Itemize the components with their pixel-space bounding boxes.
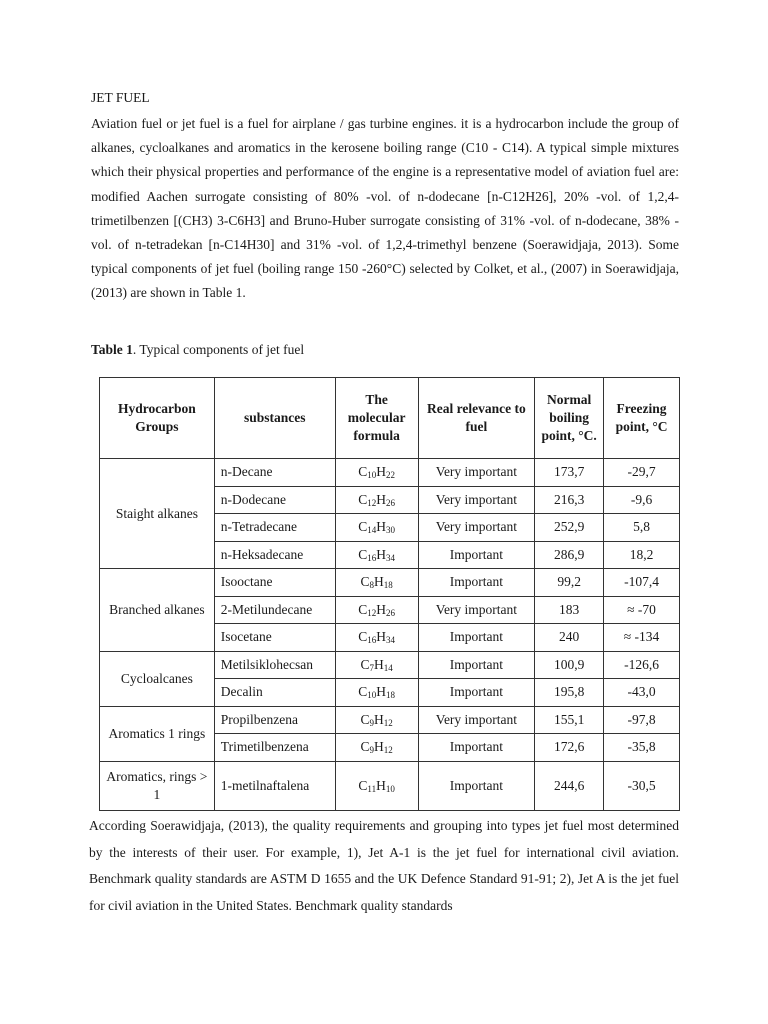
formula-cell	[335, 486, 418, 514]
formula-c: C	[360, 711, 370, 727]
table-row	[100, 706, 680, 734]
formula-h-count: 30	[386, 525, 395, 536]
formula-h-count: 18	[386, 690, 395, 701]
relevance-cell: Very important	[418, 459, 535, 487]
formula-c: C	[360, 739, 370, 755]
relevance-cell: Important	[418, 761, 535, 810]
freezing-cell: -9,6	[604, 486, 680, 514]
freezing-cell: -97,8	[604, 706, 680, 734]
freezing-cell: -126,6	[604, 651, 680, 679]
group-cell: Aromatics, rings > 1	[100, 761, 215, 810]
formula-c-count: 12	[367, 497, 377, 508]
formula-c: C	[358, 684, 368, 700]
table-header-row	[100, 378, 680, 459]
substance-cell: 2-Metilundecane	[214, 596, 335, 624]
formula-c-count: 9	[369, 717, 374, 728]
substance-cell: Isocetane	[214, 624, 335, 652]
substance-cell: n-Heksadecane	[214, 541, 335, 569]
formula-c-count: 11	[367, 783, 377, 794]
formula-h-count: 18	[383, 580, 393, 591]
header-formula: The molecular formula	[335, 378, 418, 459]
header-freezing: Freezing point, °C	[604, 378, 680, 459]
freezing-cell: -29,7	[604, 459, 680, 487]
formula-c-count: 9	[369, 745, 374, 756]
relevance-cell: Important	[418, 679, 535, 707]
formula-cell	[335, 514, 418, 542]
substance-cell: n-Decane	[214, 459, 335, 487]
group-cell: Branched alkanes	[100, 569, 215, 652]
freezing-cell: ≈ -70	[604, 596, 680, 624]
formula-c-count: 12	[367, 607, 377, 618]
formula-cell	[335, 624, 418, 652]
formula-h: H	[376, 491, 386, 507]
jet-fuel-components-table	[99, 377, 680, 811]
boiling-cell: 286,9	[535, 541, 604, 569]
document-page	[89, 88, 679, 913]
formula-cell	[335, 459, 418, 487]
formula-h: H	[376, 601, 386, 617]
formula-h-count: 26	[386, 497, 395, 508]
freezing-cell: -30,5	[604, 761, 680, 810]
freezing-cell: -43,0	[604, 679, 680, 707]
formula-c-count: 8	[369, 580, 374, 591]
relevance-cell: Important	[418, 541, 535, 569]
formula-cell	[335, 596, 418, 624]
boiling-cell: 172,6	[535, 734, 604, 762]
formula-c-count: 10	[367, 470, 377, 481]
formula-h-count: 22	[386, 470, 395, 481]
formula-h-count: 26	[386, 607, 395, 618]
formula-h-count: 12	[383, 717, 393, 728]
formula-h-count: 34	[386, 635, 395, 646]
table-caption-label: Table 1	[91, 342, 133, 357]
formula-h: H	[376, 464, 386, 480]
table-row	[100, 459, 680, 487]
table-caption	[91, 342, 304, 358]
boiling-cell: 195,8	[535, 679, 604, 707]
boiling-cell: 252,9	[535, 514, 604, 542]
boiling-cell: 240	[535, 624, 604, 652]
freezing-cell: -107,4	[604, 569, 680, 597]
formula-h: H	[376, 684, 386, 700]
formula-h: H	[376, 777, 386, 793]
formula-cell	[335, 734, 418, 762]
boiling-cell: 244,6	[535, 761, 604, 810]
formula-c: C	[358, 629, 368, 645]
formula-c-count: 16	[367, 635, 377, 646]
relevance-cell: Very important	[418, 514, 535, 542]
substance-cell: Isooctane	[214, 569, 335, 597]
formula-h: H	[376, 629, 386, 645]
formula-cell	[335, 541, 418, 569]
boiling-cell: 173,7	[535, 459, 604, 487]
formula-c: C	[358, 601, 368, 617]
section-heading: JET FUEL	[91, 90, 150, 105]
formula-h-count: 34	[386, 552, 395, 563]
relevance-cell: Very important	[418, 596, 535, 624]
boiling-cell: 100,9	[535, 651, 604, 679]
boiling-cell: 216,3	[535, 486, 604, 514]
table-row	[100, 761, 680, 810]
formula-cell	[335, 706, 418, 734]
relevance-cell: Important	[418, 651, 535, 679]
relevance-cell: Important	[418, 734, 535, 762]
relevance-cell: Important	[418, 569, 535, 597]
group-cell: Cycloalcanes	[100, 651, 215, 706]
substance-cell: 1-metilnaftalena	[214, 761, 335, 810]
after-paragraph: According Soerawidjaja, (2013), the quality requirements and grouping into types jet fuel most determined by the interests of their user. For example, 1), Jet A-1 is the jet fuel for international civil aviation. Benchmark quality standards are ASTM D 1655 and the UK Defence Standard 91-91; 2), Jet A is the jet fuel for civil aviation in the United States. Benchmark quality standards	[89, 818, 679, 913]
relevance-cell: Very important	[418, 706, 535, 734]
formula-c: C	[360, 574, 370, 590]
formula-c-count: 16	[367, 552, 377, 563]
freezing-cell: 5,8	[604, 514, 680, 542]
substance-cell: Decalin	[214, 679, 335, 707]
substance-cell: n-Tetradecane	[214, 514, 335, 542]
formula-h-count: 12	[383, 745, 393, 756]
freezing-cell: 18,2	[604, 541, 680, 569]
formula-c: C	[358, 546, 368, 562]
table-caption-text: . Typical components of jet fuel	[132, 342, 305, 357]
formula-h-count: 14	[383, 662, 393, 673]
header-relevance: Real relevance to fuel	[418, 378, 535, 459]
intro-paragraph: Aviation fuel or jet fuel is a fuel for airplane / gas turbine engines. it is a hydrocarbon include the group of alkanes, cycloalkanes and aromatics in the kerosene boiling range (C10 - C14). A typical simple mixtures which their physical properties and performance of the engine is a representative model of aviation fuel are: modified Aachen surrogate consisting of 80% -vol. of n-dodecane [n-C12H26], 20% -vol. of 1,2,4-trimetilbenzen [(CH3) 3-C6H3] and Bruno-Huber surrogate consisting of 31% -vol. of n-dodecane, 38% -vol. of n-tetradekan [n-C14H30] and 31% -vol. of 1,2,4-trimethyl benzene (Soerawidjaja, 2013). Some typical components of jet fuel (boiling range 150 -260°C) selected by Colket, et al., (2007) in Soerawidjaja, (2013) are shown in Table 1.	[91, 116, 679, 301]
formula-c-count: 7	[369, 662, 374, 673]
table-row	[100, 651, 680, 679]
formula-cell	[335, 761, 418, 810]
table-row	[100, 569, 680, 597]
group-cell: Staight alkanes	[100, 459, 215, 569]
formula-h: H	[374, 574, 384, 590]
formula-c-count: 14	[367, 525, 377, 536]
formula-h: H	[374, 656, 384, 672]
formula-cell	[335, 569, 418, 597]
formula-c-count: 10	[367, 690, 377, 701]
formula-cell	[335, 679, 418, 707]
formula-h: H	[374, 711, 384, 727]
formula-c: C	[358, 464, 368, 480]
formula-c: C	[360, 656, 370, 672]
header-substance: substances	[214, 378, 335, 459]
formula-c: C	[358, 491, 368, 507]
group-cell: Aromatics 1 rings	[100, 706, 215, 761]
substance-cell: Metilsiklohecsan	[214, 651, 335, 679]
formula-cell	[335, 651, 418, 679]
substance-cell: Trimetilbenzena	[214, 734, 335, 762]
following-text	[89, 813, 679, 919]
substance-cell: n-Dodecane	[214, 486, 335, 514]
boiling-cell: 183	[535, 596, 604, 624]
freezing-cell: -35,8	[604, 734, 680, 762]
formula-h: H	[376, 546, 386, 562]
relevance-cell: Very important	[418, 486, 535, 514]
boiling-cell: 99,2	[535, 569, 604, 597]
formula-c: C	[358, 519, 368, 535]
substance-cell: Propilbenzena	[214, 706, 335, 734]
boiling-cell: 155,1	[535, 706, 604, 734]
header-boiling: Normal boiling point, °C.	[535, 378, 604, 459]
formula-h-count: 10	[385, 783, 395, 794]
freezing-cell: ≈ -134	[604, 624, 680, 652]
relevance-cell: Important	[418, 624, 535, 652]
formula-c: C	[358, 777, 368, 793]
header-group: Hydrocarbon Groups	[100, 378, 215, 459]
formula-h: H	[376, 519, 386, 535]
formula-h: H	[374, 739, 384, 755]
